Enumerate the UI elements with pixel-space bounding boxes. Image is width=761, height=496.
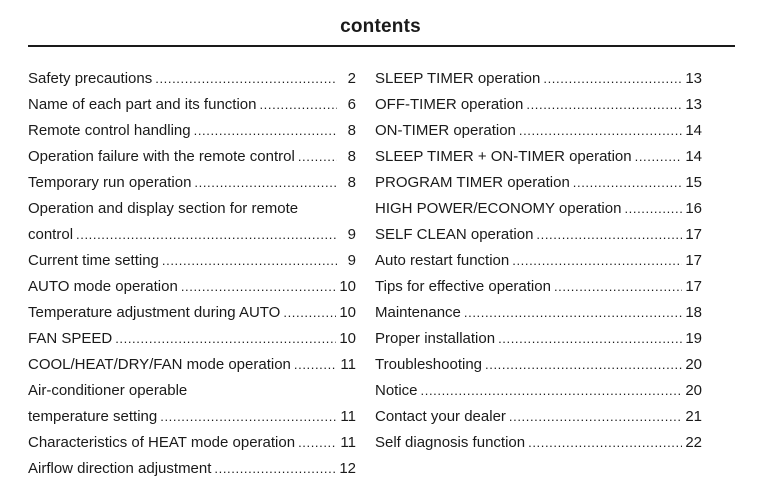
toc-page-number: 21 [685,408,702,425]
toc-leader-dots [181,274,337,300]
toc-entry-self-diagnosis[interactable] [375,430,702,456]
toc-page-number: 11 [340,356,356,373]
toc-page-number: 9 [347,226,356,243]
toc-page-number: 9 [347,252,356,269]
toc-entry-proper-installation[interactable] [375,326,702,352]
toc-page-number: 20 [685,382,702,399]
toc-entry-operation-display-line2[interactable] [28,222,356,248]
toc-entry-troubleshooting[interactable] [375,352,702,378]
toc-entry-label: Temporary run operation [28,174,192,191]
toc-entry-label: AUTO mode operation [28,278,178,295]
toc-page-number: 16 [685,200,702,217]
toc-entry-on-timer[interactable] [375,118,702,144]
toc-page-number: 17 [685,278,702,295]
toc-leader-dots [519,118,682,144]
toc-leader-dots [526,92,682,118]
toc-leader-dots [283,300,336,326]
toc-entry-label: Self diagnosis function [375,434,526,451]
toc-entry-label: Current time setting [28,252,159,269]
toc-leader-dots [528,430,682,456]
toc-page-number: 8 [347,174,356,191]
toc-entry-operation-failure[interactable] [28,144,356,170]
toc-page-number: 10 [339,278,356,295]
toc-page-number: 22 [685,434,702,451]
toc-leader-dots [635,144,683,170]
toc-entry-remote-control-handling[interactable] [28,118,356,144]
toc-entry-operable-temp-line1[interactable] [28,378,356,404]
toc-entry-label: Air-conditioner operable [28,382,188,399]
toc-entry-current-time-setting[interactable] [28,248,356,274]
toc-page-number: 14 [685,148,702,165]
toc-page-number: 12 [339,460,356,477]
toc-right-column [375,66,702,456]
toc-leader-dots [160,404,337,430]
toc-entry-fan-speed[interactable] [28,326,356,352]
toc-entry-label: HIGH POWER/ECONOMY operation [375,200,622,217]
toc-page-number: 11 [340,434,356,451]
toc-entry-label: Tips for effective operation [375,278,551,295]
toc-entry-label: PROGRAM TIMER operation [375,174,570,191]
toc-leader-dots [115,326,336,352]
toc-entry-label: COOL/HEAT/DRY/FAN mode operation [28,356,291,373]
toc-leader-dots [485,352,682,378]
toc-entry-airflow-direction[interactable] [28,456,356,482]
toc-page-number: 17 [685,252,702,269]
page-title: contents [340,16,421,37]
toc-entry-self-clean[interactable] [375,222,702,248]
toc-entry-label: Airflow direction adjustment [28,460,212,477]
toc-entry-program-timer[interactable] [375,170,702,196]
toc-page-number: 11 [340,408,356,425]
toc-entry-label: Remote control handling [28,122,191,139]
toc-entry-label: Auto restart function [375,252,510,269]
toc-leader-dots [298,430,337,456]
toc-leader-dots [512,248,682,274]
toc-entry-label: ON-TIMER operation [375,122,516,139]
toc-entry-label: Contact your dealer [375,408,506,425]
toc-entry-label: Notice [375,382,418,399]
toc-entry-label: FAN SPEED [28,330,113,347]
toc-leader-dots [421,378,683,404]
toc-entry-temporary-run[interactable] [28,170,356,196]
toc-page-number: 8 [347,122,356,139]
toc-entry-heat-characteristics[interactable] [28,430,356,456]
toc-entry-auto-restart[interactable] [375,248,702,274]
toc-page-number: 20 [685,356,702,373]
toc-leader-dots [543,66,682,92]
toc-leader-dots [76,222,337,248]
toc-leader-dots [194,118,337,144]
toc-left-column [28,66,356,482]
toc-leader-dots [509,404,682,430]
toc-entry-name-of-each-part[interactable] [28,92,356,118]
toc-leader-dots [298,144,337,170]
toc-entry-label: OFF-TIMER operation [375,96,524,113]
title-divider [28,45,735,47]
toc-leader-dots [464,300,682,326]
toc-entry-off-timer[interactable] [375,92,702,118]
toc-page-number: 10 [339,304,356,321]
toc-entry-label: Safety precautions [28,70,153,87]
toc-entry-label: Troubleshooting [375,356,483,373]
toc-leader-dots [573,170,683,196]
toc-entry-notice[interactable] [375,378,702,404]
toc-entry-label: Name of each part and its function [28,96,257,113]
toc-entry-label: control [28,226,74,243]
toc-entry-label: Temperature adjustment during AUTO [28,304,281,321]
toc-leader-dots [214,456,336,482]
toc-entry-auto-mode[interactable] [28,274,356,300]
toc-entry-label: Characteristics of HEAT mode operation [28,434,296,451]
toc-page-number: 13 [685,96,702,113]
toc-entry-safety-precautions[interactable] [28,66,356,92]
toc-page-number: 8 [347,148,356,165]
toc-entry-label: Operation and display section for remote [28,200,299,217]
toc-entry-high-power-economy[interactable] [375,196,702,222]
toc-entry-label: temperature setting [28,408,158,425]
toc-entry-label: Proper installation [375,330,496,347]
toc-page-number: 19 [685,330,702,347]
toc-entry-label: Operation failure with the remote control [28,148,295,165]
toc-entry-label: SLEEP TIMER operation [375,70,541,87]
toc-entry-operable-temp-line2[interactable] [28,404,356,430]
toc-entry-label: SELF CLEAN operation [375,226,534,243]
toc-entry-contact-dealer[interactable] [375,404,702,430]
toc-entry-sleep-timer[interactable] [375,66,702,92]
toc-leader-dots [294,352,337,378]
toc-entry-temperature-adjustment[interactable] [28,300,356,326]
toc-entry-cool-heat-dry-fan[interactable] [28,352,356,378]
toc-leader-dots [624,196,682,222]
toc-page-number: 6 [347,96,356,113]
toc-entry-sleep-on-timer[interactable] [375,144,702,170]
toc-leader-dots [194,170,337,196]
toc-page-number: 15 [685,174,702,191]
toc-entry-maintenance[interactable] [375,300,702,326]
toc-leader-dots [498,326,682,352]
toc-page-number: 18 [685,304,702,321]
toc-entry-label: Maintenance [375,304,461,321]
toc-leader-dots [155,66,337,92]
toc-leader-dots [554,274,682,300]
toc-page-number: 13 [685,70,702,87]
toc-page-number: 14 [685,122,702,139]
toc-leader-dots [162,248,337,274]
toc-page-number: 10 [339,330,356,347]
toc-leader-dots [259,92,337,118]
toc-entry-label: SLEEP TIMER + ON-TIMER operation [375,148,632,165]
toc-entry-operation-display-line1[interactable] [28,196,356,222]
toc-page-number: 17 [685,226,702,243]
toc-page-number: 2 [347,70,356,87]
toc-leader-dots [536,222,682,248]
toc-entry-tips[interactable] [375,274,702,300]
